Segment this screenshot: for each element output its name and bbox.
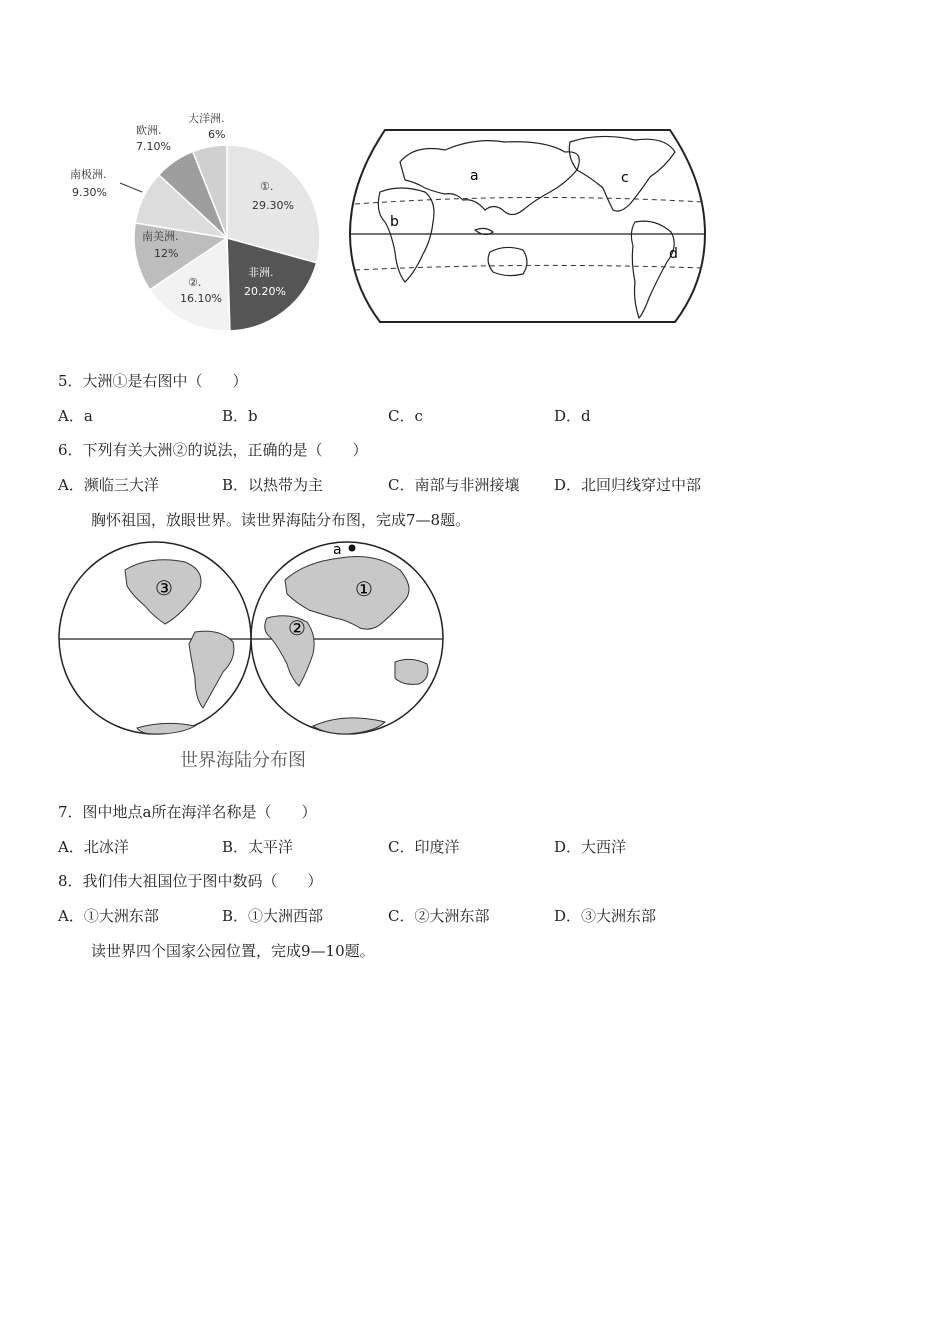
- map-label-a: a: [470, 168, 479, 184]
- continent-outlines: [378, 136, 675, 318]
- question-7-stem: 7．图中地点a所在海洋名称是（ ）: [58, 803, 317, 821]
- question-5-stem: 5．大洲①是右图中（ ）: [58, 372, 248, 390]
- label-africa-name: 非洲.: [248, 266, 274, 279]
- q5-option-c[interactable]: C．c: [388, 407, 423, 425]
- intro-questions-7-8: 胸怀祖国，放眼世界。读世界海陆分布图，完成7—8题。: [91, 511, 471, 529]
- label-continent-1-name: ①.: [260, 180, 274, 193]
- label-oceania-value: 6%: [208, 128, 226, 141]
- antarctica-leader-line: [120, 183, 142, 192]
- q6-option-d[interactable]: D．北回归线穿过中部: [554, 476, 702, 494]
- label-south-america-value: 12%: [154, 247, 179, 260]
- tropic-of-capricorn: [355, 265, 703, 270]
- marker-3: ③: [155, 576, 173, 600]
- point-a-label: a: [333, 542, 342, 558]
- label-oceania-name: 大洋洲.: [188, 112, 225, 125]
- q5-option-a[interactable]: A．a: [58, 407, 93, 425]
- q8-option-c[interactable]: C．②大洲东部: [388, 907, 490, 925]
- q8-option-a[interactable]: A．①大洲东部: [58, 907, 159, 925]
- map-caption: 世界海陆分布图: [180, 750, 306, 771]
- map-label-b: b: [390, 214, 399, 230]
- world-map-oval: [345, 122, 710, 327]
- q7-option-c[interactable]: C．印度洋: [388, 838, 460, 856]
- map-label-c: c: [621, 170, 629, 186]
- intro-questions-9-10: 读世界四个国家公园位置，完成9—10题。: [91, 942, 375, 960]
- q7-option-b[interactable]: B．太平洋: [222, 838, 294, 856]
- q5-option-d[interactable]: D．d: [554, 407, 591, 425]
- q6-option-c[interactable]: C．南部与非洲接壤: [388, 476, 520, 494]
- q5-option-b[interactable]: B．b: [222, 407, 258, 425]
- q6-option-a[interactable]: A．濒临三大洋: [58, 476, 159, 494]
- label-europe-value: 7.10%: [136, 140, 171, 153]
- continent-area-pie-chart: [60, 108, 335, 338]
- marker-2: ②: [288, 616, 306, 640]
- question-8-stem: 8．我们伟大祖国位于图中数码（ ）: [58, 872, 323, 890]
- world-land-sea-map: [55, 540, 455, 775]
- point-a-dot: [349, 545, 356, 552]
- tropic-of-cancer: [355, 197, 703, 204]
- label-continent-1-value: 29.30%: [252, 199, 294, 212]
- marker-1: ①: [355, 577, 373, 601]
- q7-option-d[interactable]: D．大西洋: [554, 838, 627, 856]
- label-south-america-name: 南美洲.: [142, 230, 179, 243]
- label-europe-name: 欧洲.: [136, 124, 162, 137]
- question-6-stem: 6．下列有关大洲②的说法，正确的是（ ）: [58, 441, 368, 459]
- label-continent-2-name: ②.: [188, 276, 202, 289]
- q8-option-b[interactable]: B．①大洲西部: [222, 907, 324, 925]
- label-antarctica-value: 9.30%: [72, 186, 107, 199]
- map-label-d: d: [669, 246, 678, 262]
- q7-option-a[interactable]: A．北冰洋: [58, 838, 129, 856]
- label-continent-2-value: 16.10%: [180, 292, 222, 305]
- label-antarctica-name: 南极洲.: [70, 168, 107, 181]
- q8-option-d[interactable]: D．③大洲东部: [554, 907, 657, 925]
- q6-option-b[interactable]: B．以热带为主: [222, 476, 324, 494]
- label-africa-value: 20.20%: [244, 285, 286, 298]
